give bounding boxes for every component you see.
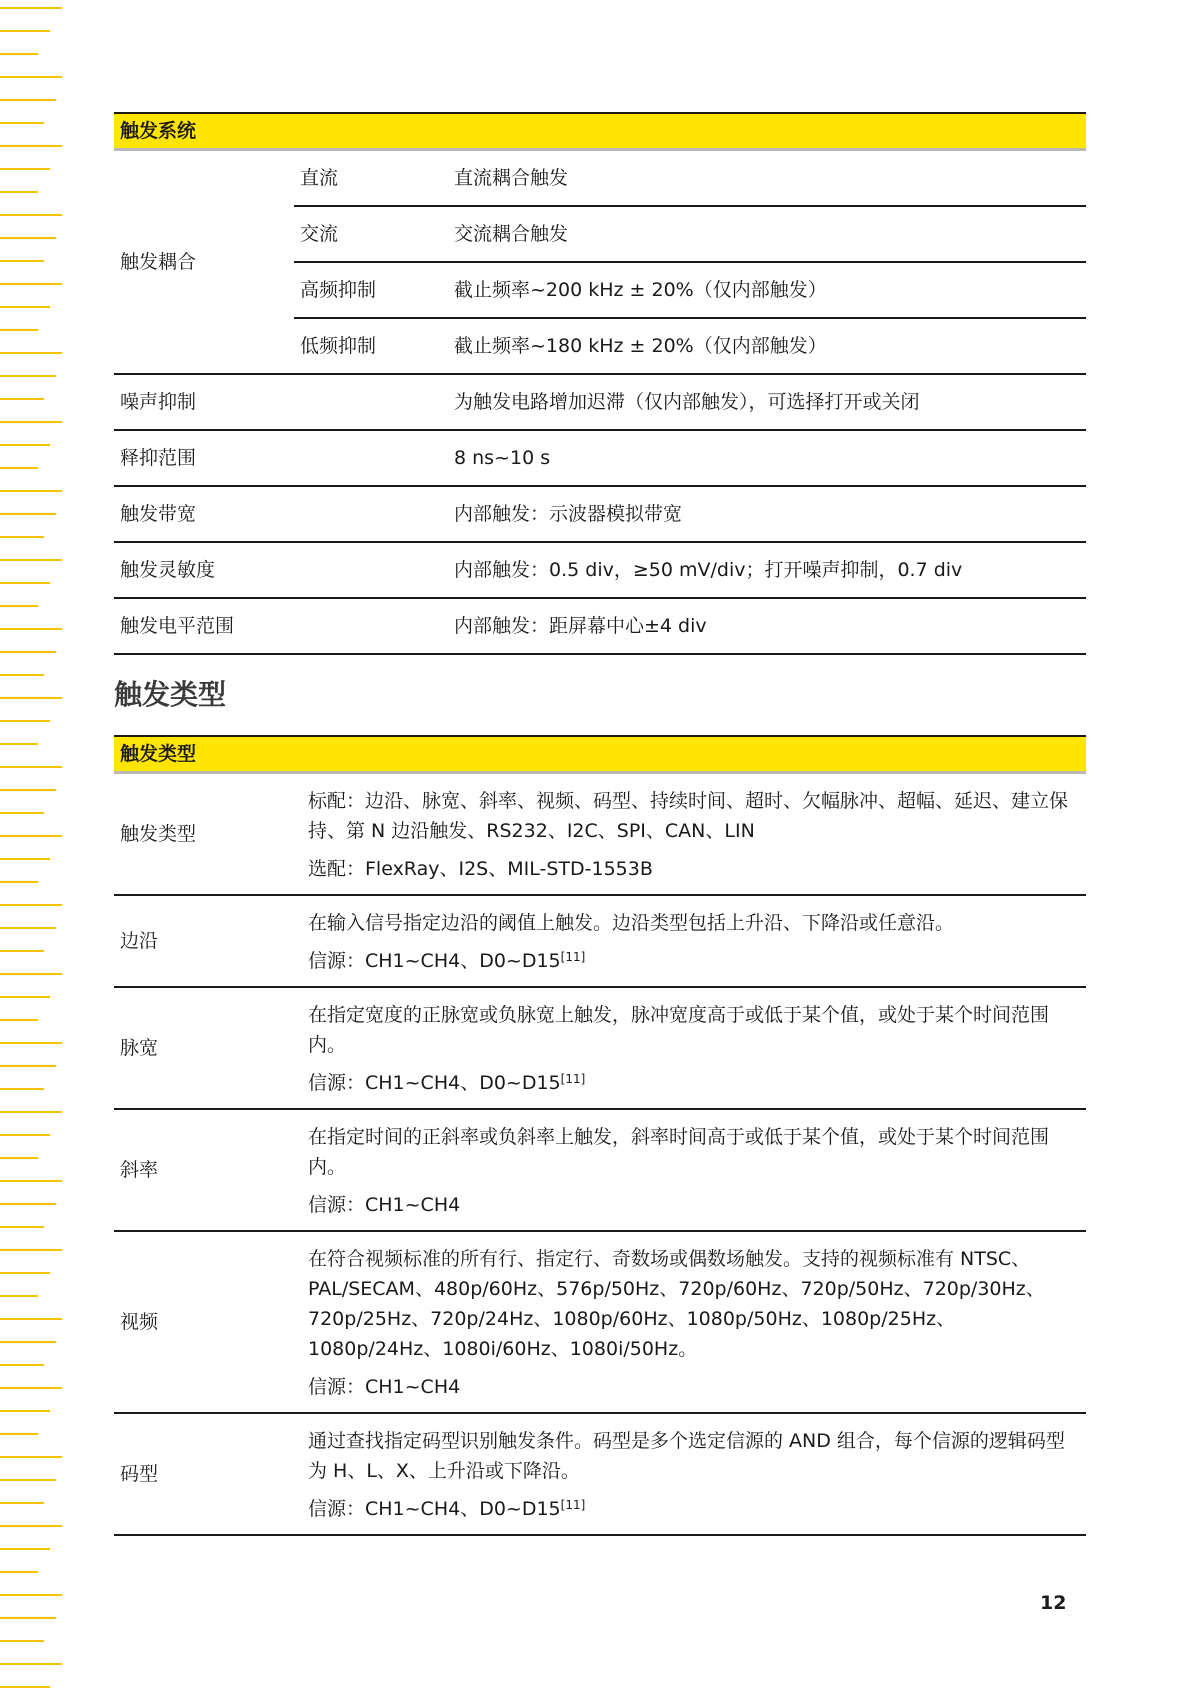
spec-content xyxy=(114,112,1086,1536)
margin-lines-graphic xyxy=(0,0,72,1696)
row-text: 在输入信号指定边沿的阈值上触发。边沿类型包括上升沿、下降沿或任意沿。 xyxy=(308,912,955,934)
table-row xyxy=(114,374,1086,430)
row-source xyxy=(308,1068,1080,1098)
row-label: 码型 xyxy=(114,1413,294,1535)
table-row xyxy=(114,773,1086,896)
coupling-mode: 直流 xyxy=(294,150,450,207)
row-source xyxy=(308,1494,1080,1524)
table-header xyxy=(114,113,1086,150)
row-label: 触发电平范围 xyxy=(114,598,450,654)
row-value: 内部触发：示波器模拟带宽 xyxy=(450,486,1086,542)
trigger-types-table xyxy=(114,735,1086,1536)
coupling-mode: 高频抑制 xyxy=(294,262,450,318)
table-row xyxy=(114,486,1086,542)
source-text: 信源：CH1~CH4、D0~D15 xyxy=(308,1072,561,1094)
row-label: 释抑范围 xyxy=(114,430,450,486)
row-source: 信源：CH1~CH4 xyxy=(308,1194,461,1216)
row-text: 在指定时间的正斜率或负斜率上触发，斜率时间高于或低于某个值，或处于某个时间范围内。 xyxy=(308,1126,1050,1178)
row-value: 内部触发：距屏幕中心±4 div xyxy=(450,598,1086,654)
coupling-desc: 截止频率~180 kHz ± 20%（仅内部触发） xyxy=(450,318,1086,374)
row-label: 触发带宽 xyxy=(114,486,450,542)
row-label: 视频 xyxy=(114,1231,294,1413)
table-row xyxy=(114,895,1086,987)
coupling-desc: 截止频率~200 kHz ± 20%（仅内部触发） xyxy=(450,262,1086,318)
table-row xyxy=(114,1231,1086,1413)
margin-decoration xyxy=(0,0,72,1696)
footnote-ref: [11] xyxy=(560,1498,586,1512)
trigger-types-header: 触发类型 xyxy=(114,736,1086,773)
row-label: 触发类型 xyxy=(114,773,294,896)
row-text: 标配：边沿、脉宽、斜率、视频、码型、持续时间、超时、欠幅脉冲、超幅、延迟、建立保持、第 N 边沿触发、RS232、I2C、SPI、CAN、LIN xyxy=(308,790,1069,842)
footnote-ref: [11] xyxy=(560,950,586,964)
row-source xyxy=(308,946,1080,976)
row-label: 触发灵敏度 xyxy=(114,542,450,598)
row-value: 为触发电路增加迟滞（仅内部触发），可选择打开或关闭 xyxy=(450,374,1086,430)
trigger-system-header: 触发系统 xyxy=(114,113,1086,150)
row-label: 边沿 xyxy=(114,895,294,987)
source-text: 信源：CH1~CH4、D0~D15 xyxy=(308,1498,561,1520)
row-value: 内部触发：0.5 div，≥50 mV/div；打开噪声抑制，0.7 div xyxy=(450,542,1086,598)
coupling-mode: 低频抑制 xyxy=(294,318,450,374)
footnote-ref: [11] xyxy=(560,1072,586,1086)
row-label: 噪声抑制 xyxy=(114,374,450,430)
coupling-label: 触发耦合 xyxy=(114,150,294,375)
coupling-desc: 直流耦合触发 xyxy=(450,150,1086,207)
row-label: 脉宽 xyxy=(114,987,294,1109)
section-title: 触发类型 xyxy=(114,678,227,711)
page-number: 12 xyxy=(1040,1592,1067,1614)
row-label: 斜率 xyxy=(114,1109,294,1231)
coupling-desc: 交流耦合触发 xyxy=(450,206,1086,262)
trigger-system-table xyxy=(114,112,1086,655)
table-row xyxy=(114,598,1086,654)
row-value: 8 ns~10 s xyxy=(450,430,1086,486)
coupling-mode: 交流 xyxy=(294,206,450,262)
table-row xyxy=(114,1109,1086,1231)
row-text: 通过查找指定码型识别触发条件。码型是多个选定信源的 AND 组合，每个信源的逻辑码型为 H、L、X、上升沿或下降沿。 xyxy=(308,1430,1065,1482)
row-text: 选配：FlexRay、I2S、MIL-STD-1553B xyxy=(308,858,653,880)
table-header xyxy=(114,736,1086,773)
row-text: 在指定宽度的正脉宽或负脉宽上触发，脉冲宽度高于或低于某个值，或处于某个时间范围内。 xyxy=(308,1004,1050,1056)
table-row xyxy=(114,987,1086,1109)
row-text: 在符合视频标准的所有行、指定行、奇数场或偶数场触发。支持的视频标准有 NTSC、PAL/SECAM、480p/60Hz、576p/50Hz、720p/60Hz、720p/50Hz、720p/30Hz、720p/25Hz、720p/24Hz、1080p/60Hz、1080p/50Hz、1080p/25Hz、1080p/24Hz、1080i/60Hz、1080i/50Hz。 xyxy=(308,1248,1045,1360)
table-row xyxy=(114,150,1086,207)
row-source: 信源：CH1~CH4 xyxy=(308,1376,461,1398)
table-row xyxy=(114,542,1086,598)
table-row xyxy=(114,1413,1086,1535)
table-row xyxy=(114,430,1086,486)
source-text: 信源：CH1~CH4、D0~D15 xyxy=(308,950,561,972)
